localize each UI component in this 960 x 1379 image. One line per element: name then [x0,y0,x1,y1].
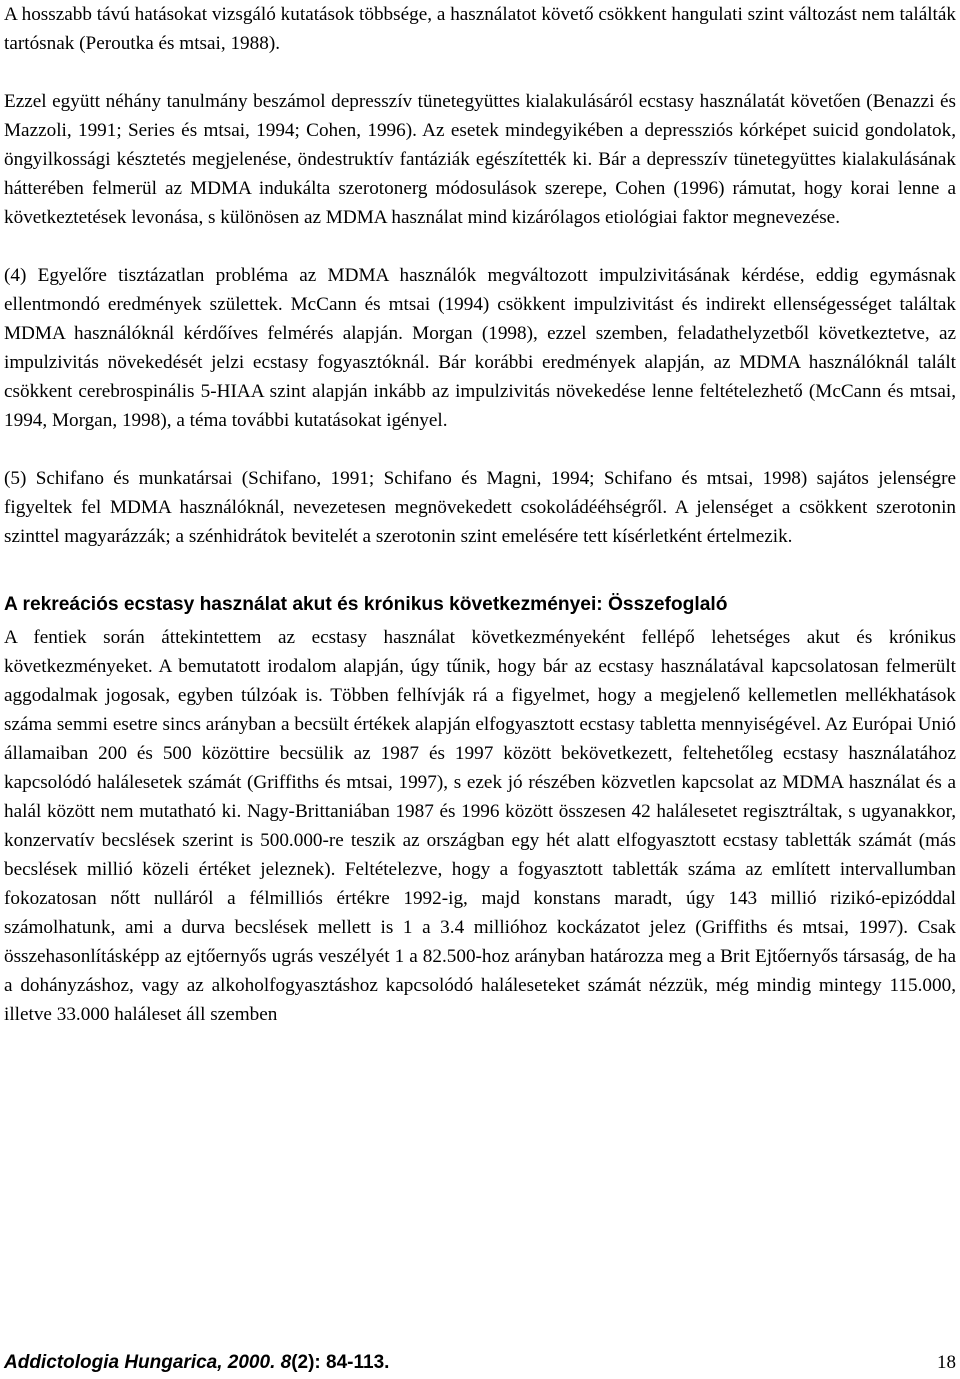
journal-citation [4,1350,389,1376]
document-page [4,0,956,1029]
section-heading-summary: A rekreációs ecstasy használat akut és krónikus következményei: Összefoglaló [4,594,728,615]
paragraph-summary-body: A fentiek során áttekintettem az ecstasy használat következményeként fellépő lehetséges akut és krónikus következményeket. A bemutatott irodalom alapján, úgy tűnik, hogy bár az ecstasy használatával kapcsolatosan felmerült aggodalmak jogosak, egyben túlzóak is. Többen felhívják rá a figyelmet, hogy a megjelenő kellemetlen mellékhatások száma semmi esetre sincs arányban a becsült értékek alapján elfogyasztott ecstasy tabletta mennyiségével. Az Európai Unió államaiban 200 és 500 közöttire becsülik az 1987 és 1997 között bekövetkezett, feltehetőleg ecstasy használatához kapcsolódó halálesetek számát (Griffiths és mtsai, 1997), s ezek jó részében közvetlen kapcsolat az MDMA használat és a halál között nem mutatható ki. Nagy-Brittaniában 1987 és 1996 között összesen 42 halálesetet regisztráltak, s ugyanakkor, konzervatív becslések szerint is 500.000-re teszik az országban egy hét alatt elfogyasztott ecstasy tabletták számát (más becslések millió közeli értéket jeleznek). Feltételezve, hogy a fogyasztott tabletták száma az említett intervallumban fokozatosan nőtt nulláról a félmilliós értékre 1992-ig, majd konstans maradt, úgy 143 millió rizikó-epizóddal számolhatunk, ami a durva becslések mellett is 1 a 3.4 millióhoz kockázatot jelez (Griffiths és mtsai, 1997). Csak összehasonlításképp az ejtőernyős ugrás veszélyét 1 a 82.500-hoz arányban határozza meg a Brit Ejtőernyős társaság, de ha a dohányzáshoz, vagy az alkoholfogyasztáshoz kapcsolódó haláleseteket számát nézzük, még mindig mintegy 115.000, illetve 33.000 haláleset áll szemben [4,627,956,1025]
journal-issue-pages: (2): 84-113. [291,1352,390,1373]
paragraph-chocolate-craving: (5) Schifano és munkatársai (Schifano, 1991; Schifano és Magni, 1994; Schifano és mtsai, 1998) sajátos jelenségre figyeltek fel MDMA használóknál, nevezetesen megnövekedett csokoládééhségről. A jelenséget a csökkent szerotonin szinttel magyarázzák; a szénhidrátok bevitelét a szerotonin szint emelésére tett kísérletként értelmezik. [4,468,956,547]
paragraph-impulsivity: (4) Egyelőre tisztázatlan probléma az MDMA használók megváltozott impulzivitásának kérdése, eddig egymásnak ellentmondó eredmények születtek. McCann és mtsai (1994) csökkent impulzivitást és indirekt ellenségességet találtak MDMA használóknál kérdőíves felmérés alapján. Morgan (1998), ezzel szemben, feladathelyzetből következtetve, az impulzivitás növekedését jelzi ecstasy fogyasztóknál. Bár korábbi eredmények alapján, az MDMA használóknál talált csökkent cerebrospinális 5-HIAA szint alapján inkább az impulzivitás növekedése lenne feltételezhető (McCann és mtsai, 1994, Morgan, 1998), a téma további kutatásokat igényel. [4,265,956,431]
journal-volume: 8 [280,1352,292,1373]
page-number: 18 [937,1352,956,1373]
paragraph-depressive-syndrome: Ezzel együtt néhány tanulmány beszámol depresszív tünetegyüttes kialakulásáról ecstasy használatát követően (Benazzi és Mazzoli, 1991; Series és mtsai, 1994; Cohen, 1996). Az esetek mindegyikében a depressziós kórképet suicid gondolatok, öngyilkossági késztetés megjelenése, öndestruktív fantáziák egészítették ki. Bár a depresszív tünetegyüttes kialakulásának hátterében felmerül az MDMA indukálta szerotonerg módosulások szerepe, Cohen (1996) rámutat, hogy korai lenne a következtetések levonása, s különösen az MDMA használat mind kizárólagos etiológiai faktor megnevezése. [4,91,956,228]
journal-name: Addictologia Hungarica, 2000. [4,1352,281,1373]
page-footer [4,1350,956,1376]
paragraph-long-term-effects: A hosszabb távú hatásokat vizsgáló kutatások többsége, a használatot követő csökkent hangulati szint változást nem találták tartósnak (Peroutka és mtsai, 1988). [4,4,956,54]
